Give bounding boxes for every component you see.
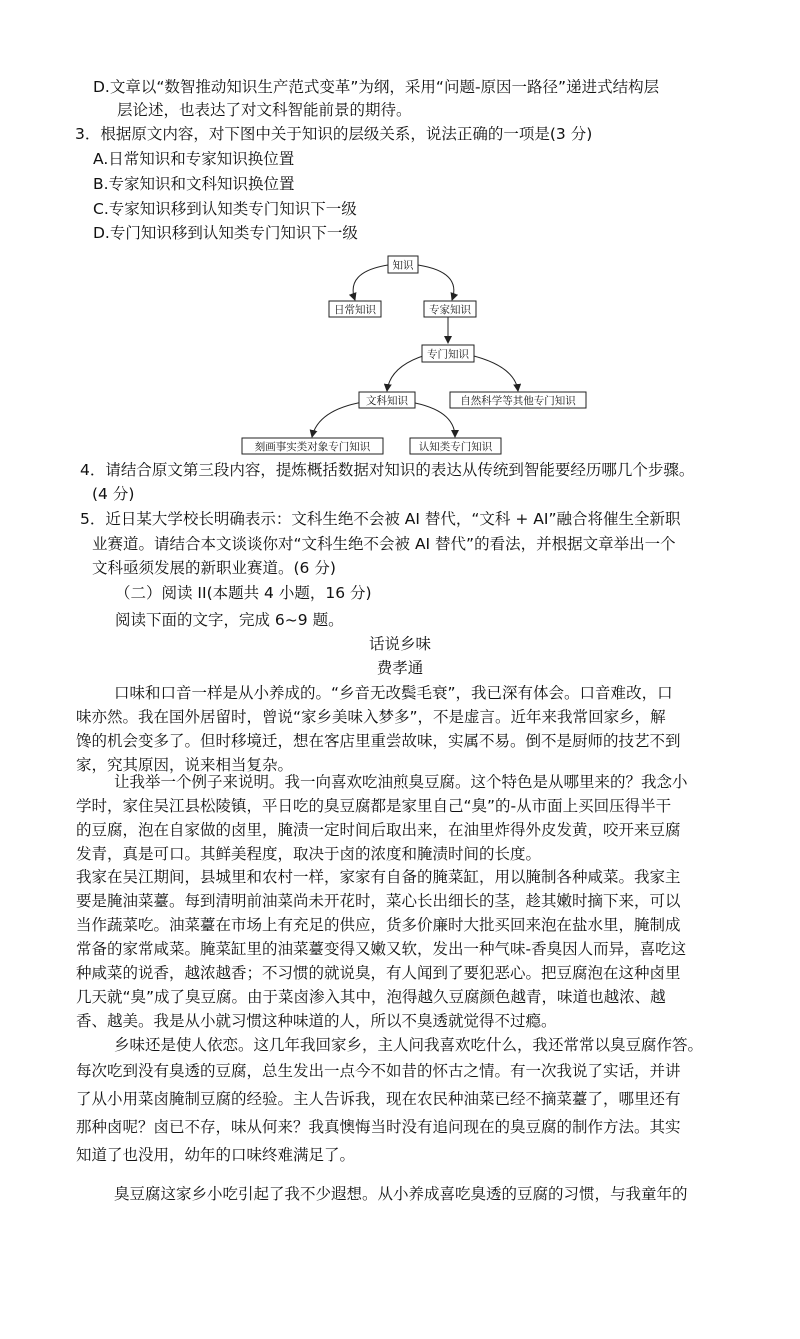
question-3-option-d: D.专门知识移到认知类专门知识下一级 xyxy=(93,224,358,242)
article-author: 费孝通 xyxy=(376,659,424,677)
article-line: 几天就“臭”成了臭豆腐。由于菜卤渗入其中，泡得越久豆腐颜色越青，味道也越浓、越 xyxy=(76,988,666,1006)
node-liberal: 文科知识 xyxy=(366,395,408,407)
question-3-option-a: A.日常知识和专家知识换位置 xyxy=(93,150,295,168)
article-line: 了从小用菜卤腌制豆腐的经验。主人告诉我，现在农民种油菜已经不摘菜薹了，哪里还有 xyxy=(76,1090,681,1108)
article-line: 发青，真是可口。其鲜美程度，取决于卤的浓度和腌渍时间的长度。 xyxy=(76,845,542,863)
node-special: 专门知识 xyxy=(427,348,469,361)
article-line: 要是腌油菜薹。每到清明前油菜尚未开花时，菜心长出细长的茎，趁其嫩时摘下来，可以 xyxy=(76,892,681,910)
article-line: 让我举一个例子来说明。我一向喜欢吃油煎臭豆腐。这个特色是从哪里来的？我念小 xyxy=(114,773,688,791)
article-line: 我家在吴江期间，县城里和农村一样，家家有自备的腌菜缸，用以腌制各种咸菜。我家主 xyxy=(76,868,681,886)
question-4-line-1: 4．请结合原文第三段内容，提炼概括数据对知识的表达从传统到智能要经历哪几个步骤。 xyxy=(80,461,695,479)
article-line: 臭豆腐这家乡小吃引起了我不少遐想。从小养成喜吃臭透的豆腐的习惯，与我童年的 xyxy=(114,1185,688,1203)
node-knowledge: 知识 xyxy=(392,259,414,272)
article-line: 那种卤呢？卤已不存，味从何来？我真懊悔当时没有追问现在的臭豆腐的制作方法。其实 xyxy=(76,1118,681,1136)
edge-special-liberal xyxy=(387,355,426,391)
node-natural: 自然科学等其他专门知识 xyxy=(460,395,576,407)
article-line: 家，究其原因，说来相当复杂。 xyxy=(76,756,294,774)
article-line: 学时，家住吴江县松陵镇，平日吃的臭豆腐都是家里自己“臭”的-从市面上买回压得半干 xyxy=(76,797,672,815)
article-line: 口味和口音一样是从小养成的。“乡音无改鬓毛衰”，我已深有体会。口音难改，口 xyxy=(114,684,673,702)
question-5-line-3: 文科亟须发展的新职业赛道。(6 分) xyxy=(92,559,336,577)
article-line: 味亦然。我在国外居留时，曾说“家乡美味入梦多”，不是虚言。近年来我常回家乡，解 xyxy=(76,708,666,726)
node-cognitive: 认知类专门知识 xyxy=(418,441,493,453)
article-line: 馋的机会变多了。但时移境迁，想在客店里重尝故味，实属不易。倒不是厨师的技艺不到 xyxy=(76,732,681,750)
article-line: 种咸菜的说香，越浓越香；不习惯的就说臭，有人闻到了要犯恶心。把豆腐泡在这种卤里 xyxy=(76,964,681,982)
section-2-heading: （二）阅读 II(本题共 4 小题，16 分) xyxy=(115,584,372,602)
article-line: 香、越美。我是从小就习惯这种味道的人，所以不臭透就觉得不过瘾。 xyxy=(76,1012,557,1030)
knowledge-hierarchy-diagram xyxy=(0,0,800,460)
article-line: 常备的家常咸菜。腌菜缸里的油菜薹变得又嫩又软，发出一种气味-香臭因人而异，喜吃这 xyxy=(76,940,687,958)
edge-knowledge-daily xyxy=(353,265,388,300)
article-title: 话说乡味 xyxy=(368,635,431,653)
question-3-option-b: B.专家知识和文科知识换位置 xyxy=(93,175,295,193)
section-2-instruction: 阅读下面的文字，完成 6~9 题。 xyxy=(115,611,344,629)
question-5-line-1: 5．近日某大学校长明确表示：文科生绝不会被 AI 替代，“文科 + AI”融合将催生全新职 xyxy=(80,510,681,528)
edge-special-natural xyxy=(470,355,518,391)
edge-liberal-depict xyxy=(312,402,363,437)
edge-liberal-cognitive xyxy=(410,402,455,437)
article-line: 当作蔬菜吃。油菜薹在市场上有充足的供应，货多价廉时大批买回来泡在盐水里，腌制成 xyxy=(76,916,681,934)
node-daily: 日常知识 xyxy=(334,304,376,316)
article-line: 每次吃到没有臭透的豆腐，总生发出一点今不如昔的怀古之情。有一次我说了实话，并讲 xyxy=(76,1062,681,1080)
question-5-line-2: 业赛道。请结合本文谈谈你对“文科生绝不会被 AI 替代”的看法，并根据文章举出一个 xyxy=(92,535,676,553)
option-d-line-2: 层论述，也表达了对文科智能前景的期待。 xyxy=(117,101,412,119)
node-expert: 专家知识 xyxy=(429,304,471,316)
edge-knowledge-expert xyxy=(418,265,454,300)
option-d-line-1: D.文章以“数智推动知识生产范式变革”为纲，采用“问题-原因一路径”递进式结构层 xyxy=(93,78,660,96)
article-line: 知道了也没用，幼年的口味终难满足了。 xyxy=(76,1146,356,1164)
article-line: 的豆腐，泡在自家做的卤里，腌渍一定时间后取出来，在油里炸得外皮发黄，咬开来豆腐 xyxy=(76,821,681,839)
node-depict: 刻画事实类对象专门知识 xyxy=(254,441,371,453)
question-4-line-2: (4 分) xyxy=(92,485,135,503)
question-3-stem: 3．根据原文内容，对下图中关于知识的层级关系，说法正确的一项是(3 分) xyxy=(75,125,593,143)
article-line: 乡味还是使人依恋。这几年我回家乡，主人问我喜欢吃什么，我还常常以臭豆腐作答。 xyxy=(114,1036,704,1054)
question-3-option-c: C.专家知识移到认知类专门知识下一级 xyxy=(93,200,357,218)
